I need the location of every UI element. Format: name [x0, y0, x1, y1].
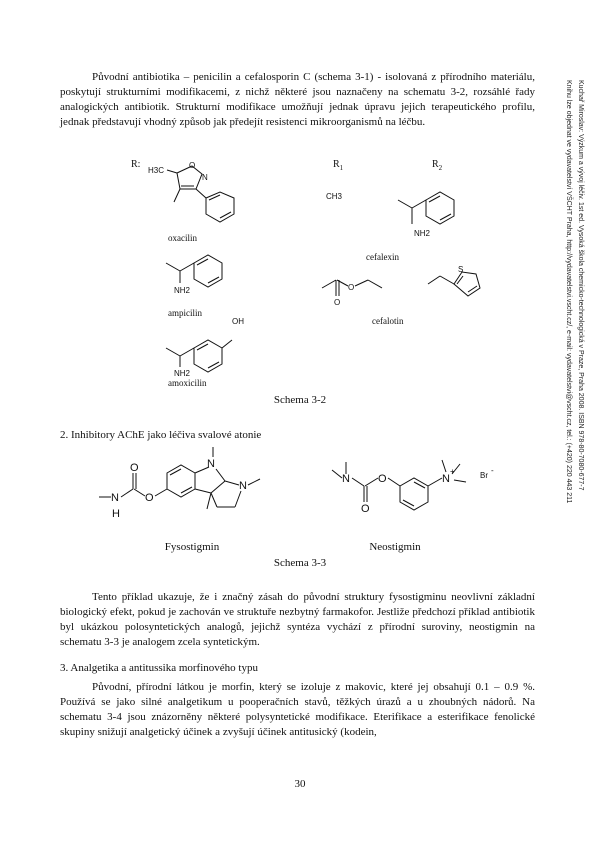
analgetics-heading: 3. Analgetika a antitussika morfinového typu	[60, 662, 258, 674]
amoxicilin-nh2-atom: NH2	[174, 369, 191, 378]
cefalexin-label: cefalexin	[366, 252, 399, 262]
fysostigmin-label: Fysostigmin	[164, 541, 220, 553]
cefalotin-r2-structure	[424, 262, 504, 312]
neostigmin-label: Neostigmin	[369, 541, 421, 553]
cefalexin-nh2-atom: NH2	[414, 229, 431, 238]
acetoxy-o-carbonyl-atom: O	[334, 298, 341, 307]
page-number: 30	[294, 778, 306, 790]
neo-carbamate-n-atom: N	[342, 473, 350, 485]
example-paragraph: Tento příklad ukazuje, že i značný zásah do původní struktury fysostigminu neovlivní základní biologický efekt, pokud je zachován ve struktuře nezbytný farmakofor. Jestliže předchozí příklad antibiotik byl ukázkou polosyntetických analogů, jejichž syntéza vychází z přírodní suroviny, neostigmin na schematu 3-3 je analogem zcela syntetickým.	[60, 591, 535, 648]
amoxicilin-structure	[160, 312, 270, 382]
cefalexin-structure	[392, 180, 482, 250]
thiophene-s-atom: S	[458, 265, 464, 274]
citation-line-2: Knihu lze objednat ve vydavatelství VŠCHT Praha, http://vydavatelstvi.vscht.cz/, e-mail: vydavatelstvi@vscht.cz, tel.: (+420) 220 443 211	[565, 80, 572, 504]
neo-plus-charge: +	[450, 467, 455, 476]
oxacilin-structure	[140, 160, 250, 230]
r-label: R:	[131, 159, 141, 170]
ache-heading: 2. Inhibitory AChE jako léčiva svalové atonie	[60, 429, 262, 441]
carbamate-h-atom: H	[112, 508, 120, 520]
schema-3-2-caption: Schema 3-2	[273, 394, 327, 406]
citation-line-1: Kuchař Miroslav: Výzkum a vývoj léčiv. 1st ed. Vysoká škola chemicko-technologická v Praze, Praha 2008. ISBN 978-80-7080-677-7	[577, 80, 584, 491]
indoline-n-atom: N	[207, 458, 215, 470]
acetoxy-o-ester-atom: O	[348, 283, 355, 292]
r1-label: $R_1$	[333, 159, 344, 172]
schema-3-3-caption: Schema 3-3	[273, 557, 327, 569]
amoxicilin-label: amoxicilin	[168, 378, 207, 388]
bromide-atom: Br	[480, 471, 488, 480]
citation-sidebar	[558, 80, 598, 680]
ampicilin-nh2-atom: NH2	[174, 286, 191, 295]
neo-ammonium-n-atom: N	[442, 473, 450, 485]
neo-carbonyl-o-atom: O	[361, 503, 370, 515]
bromide-charge: -	[491, 466, 494, 475]
amoxicilin-oh-atom: OH	[232, 317, 244, 326]
cefalotin-label: cefalotin	[372, 316, 404, 326]
neostigmin-structure	[330, 448, 510, 528]
isoxazole-n-atom: N	[202, 173, 208, 182]
pyrrolidine-n-atom: N	[239, 480, 247, 492]
carbamate-ester-o-atom: O	[145, 492, 154, 504]
cefalotin-r1-structure	[318, 268, 408, 318]
intro-paragraph: Původní antibiotika – penicilin a cefalosporin C (schema 3-1) - isolovaná z přírodního materiálu, poskytují strukturními modifikacemi, z nichž některé jsou naznačeny na schematu 3-2, rozsáhlé řady analogických antibiotik. Strukturní modifikace umožňují jednak úpravu jejich terapeutického profilu, jednak představují vhodný způsob jak předejít resistenci mikroorganismů na léčbu.	[60, 71, 535, 128]
fysostigmin-structure	[95, 445, 305, 535]
oxacilin-label: oxacilin	[168, 233, 197, 243]
ampicilin-label: ampicilin	[168, 308, 202, 318]
morphine-paragraph: Původní, přírodní látkou je morfin, který se izoluje z makovic, které jej obsahují 0.1 – 0.9 %. Používá se jako silné analgetikum u pooperačních stavů, těžkých úrazů a u zhoubných nádorů. Na schematu 3-4 jsou znázorněny některé polysyntetické modifikace. Eterifikace a esterifikace fenolické skupiny snižují analgetický účinek a zvyšují účinek antitusický (kodein,	[60, 681, 535, 738]
h3c-atom: H3C	[148, 166, 165, 175]
cefalexin-ch3-atom: CH3	[326, 192, 343, 201]
carbamate-n-atom: N	[111, 492, 119, 504]
isoxazole-o-atom: O	[189, 161, 196, 170]
ampicilin-structure	[160, 245, 250, 310]
r2-label: $R_2$	[432, 159, 443, 172]
carbamate-carbonyl-o-atom: O	[130, 462, 139, 474]
neo-ester-o-atom: O	[378, 473, 387, 485]
